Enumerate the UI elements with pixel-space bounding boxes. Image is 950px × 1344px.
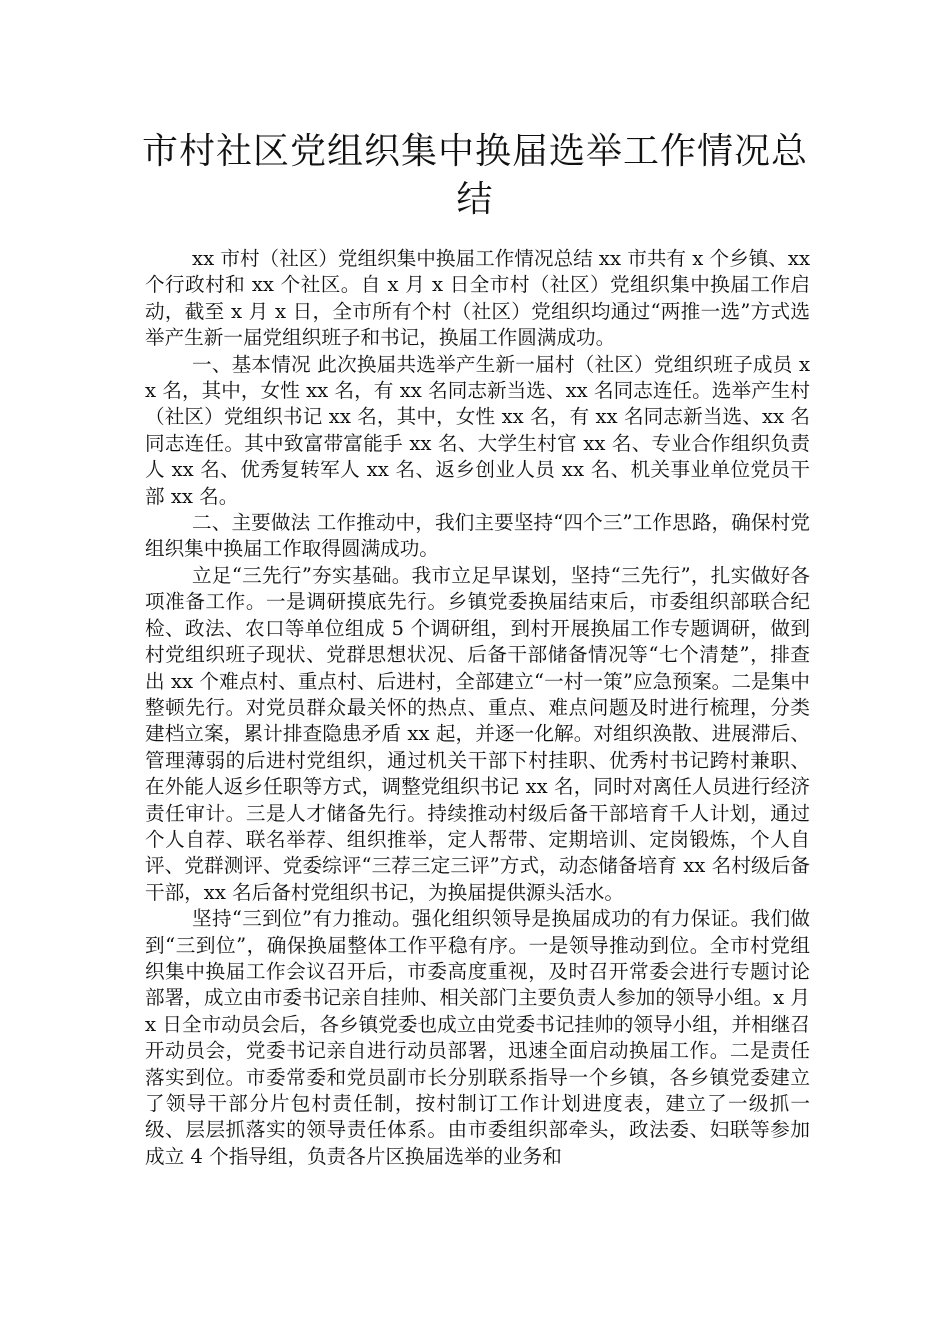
- paragraph-intro: xx 市村（社区）党组织集中换届工作情况总结 xx 市共有 x 个乡镇、xx 个行政村和 xx 个社区。自 x 月 x 日全市村（社区）党组织集中换届工作启动，截至 x 月 x 日，全市所有个村（社区）党组织均通过“两推一选”方式选举产生新一届党组织班子和书记，换届工作圆满成功。: [145, 247, 810, 350]
- paragraph-main-practices: 二、主要做法 工作推动中，我们主要坚持“四个三”工作思路，确保村党组织集中换届工作取得圆满成功。: [145, 511, 810, 561]
- paragraph-three-first: 立足“三先行”夯实基础。我市立足早谋划，坚持“三先行”，扎实做好各项准备工作。一是调研摸底先行。乡镇党委换届结束后，市委组织部联合纪检、政法、农口等单位组成 5 个调研组，到村开展换届工作专题调研，做到村党组织班子现状、党群思想状况、后备干部储备情况等“七个清楚”，排查出 xx 个难点村、重点村、后进村，全部建立“一村一策”应急预案。二是集中整顿先行。对党员群众最关怀的热点、重点、难点问题及时进行梳理，分类建档立案，累计排查隐患矛盾 xx 起，并逐一化解。对组织涣散、进展滞后、管理薄弱的后进村党组织，通过机关干部下村挂职、优秀村书记跨村兼职、在外能人返乡任职等方式，调整党组织书记 xx 名，同时对离任人员进行经济责任审计。三是人才储备先行。持续推动村级后备干部培育千人计划，通过个人自荐、联名举荐、组织推举，定人帮带、定期培训、定岗锻炼，个人自评、党群测评、党委综评“三荐三定三评”方式，动态储备培育 xx 名村级后备干部，xx 名后备村党组织书记，为换届提供源头活水。: [145, 563, 810, 904]
- document-title: [140, 128, 810, 224]
- document-title-line-2: 结: [456, 179, 494, 220]
- document-title-line-1: 市村社区党组织集中换届选举工作情况总: [141, 131, 808, 172]
- paragraph-basic-situation: 一、基本情况 此次换届共选举产生新一届村（社区）党组织班子成员 xx 名，其中，女性 xx 名，有 xx 名同志新当选、xx 名同志连任。选举产生村（社区）党组织书记 xx 名，其中，女性 xx 名，有 xx 名同志新当选、xx 名同志连任。其中致富带富能手 xx 名、大学生村官 xx 名、专业合作组织负责人 xx 名、优秀复转军人 xx 名、返乡创业人员 xx 名、机关事业单位党员干部 xx 名。: [145, 352, 810, 508]
- document-body: [145, 246, 810, 1170]
- paragraph-three-in-place: 坚持“三到位”有力推动。强化组织领导是换届成功的有力保证。我们做到“三到位”，确保换届整体工作平稳有序。一是领导推动到位。全市村党组织集中换届工作会议召开后，市委高度重视，及时召开常委会进行专题讨论部署，成立由市委书记亲自挂帅、相关部门主要负责人参加的领导小组。x 月 x 日全市动员会后，各乡镇党委也成立由党委书记挂帅的领导小组，并相继召开动员会，党委书记亲自进行动员部署，迅速全面启动换届工作。二是责任落实到位。市委常委和党员副市长分别联系指导一个乡镇，各乡镇党委建立了领导干部分片包村责任制，按村制订工作计划进度表，建立了一级抓一级、层层抓落实的领导责任体系。由市委组织部牵头，政法委、妇联等参加成立 4 个指导组，负责各片区换届选举的业务和: [145, 907, 810, 1168]
